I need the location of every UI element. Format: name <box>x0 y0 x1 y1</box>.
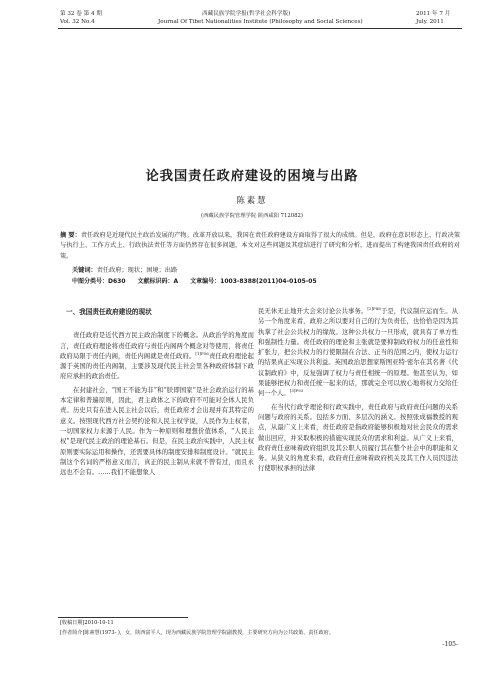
document-code: 文献标识码：A <box>137 278 179 285</box>
journal-en: Journal Of Tibet Nationalities Institute (Philosophy and Social Sciences) <box>158 19 363 25</box>
classification-number: 中图分类号：D630 <box>72 278 126 285</box>
keywords-text: 责任政府；现状；困境；出路 <box>96 267 178 274</box>
citation-1: [1]P56 <box>195 350 209 356</box>
right-paragraph-1: 民无休无止地开大会来讨论公共事务。$^{[2]P88}$于是，代议制应运而生。从另一个角度来看，政府之所以要对自己的行为负责任，也恰恰是因为其执掌了社会公共权力的缘故。这种公共权力一旦形成，就具有了单方性和强制性力量。责任政府的理论和主张就是要抑制政府权力的任意性和扩张力，把公共权力的行使限制在合法、正当的范围之内，使权力运行的结果真正实现公共利益。英国政治思想家斯图亚特·密尔在其名著《代议制政府》中，反复强调了权力与责任相统一的原理。他甚至认为，如果能够把权力和责任统一起来的话，那就完全可以放心地将权力交给任何一个人。$^{[3]P93}$ <box>258 305 458 398</box>
right-column <box>258 307 458 475</box>
date-en: July. 2011 <box>416 19 444 25</box>
article-title: 论我国责任政府建设的困境与出路 <box>145 169 359 184</box>
article-number: 文章编号：1003-8388(2011)04-0105-05 <box>190 278 317 285</box>
author-affiliation: (西藏民族学院管理学院 陕西咸阳 712082) <box>201 213 303 219</box>
keywords-label: 关键词： <box>72 267 97 274</box>
left-column <box>60 307 254 478</box>
footnote-divider <box>58 617 188 618</box>
abstract-label: 摘 要： <box>60 232 81 239</box>
keywords <box>72 265 177 274</box>
section-heading: 一、我国责任政府建设的现状 <box>66 308 152 316</box>
header-divider <box>58 28 462 29</box>
received-date: [收稿日期]2010-10-11 <box>60 620 114 626</box>
author-name: 陈素慧 <box>236 195 268 205</box>
left-paragraph-2: 在封建社会，“国王不能为非”和“朕即国家”是社会政治运行的基本定律和普遍原则，因此，君主政体之下的政府不可能对全体人民负责。历史只有在进入民主社会以后，责任政府才会出现并有其特定的意义。按照现代西方社会契约论和人民主权学说，人民作为主权者，一切国家权力来源于人民。作为一种原则和理想价值体系，“人民主权”是现代民主政治的理论基石。但是，在民主政治实践中，人民主权原则要实际运用和操作，还需要具体的制度安排和制度设计。“就民主制这个名词的严格意义而言，真正的民主制从来就不曾有过，而且永远也不会有。……我们不能想象人 <box>60 386 254 477</box>
abstract <box>60 231 460 262</box>
date-cn: 2011 年 7 月 <box>416 11 451 17</box>
citation-3: [3]P93 <box>289 388 304 394</box>
left-paragraph-1: 责任政府是近代西方民主政治制度下的概念。从政治学的角度而言，责任政府理论将责任政府与责任内阁两个概念对等使用，将责任政府局限于责任内阁，责任内阁就是责任政府。$^{[1]P56}$责任政府理论起源于英国的责任内阁制，主要涉及现代民主社会里各种政府体制下政府应承担的政治责任。 <box>60 332 254 381</box>
abstract-text: 责任政府是近现代民主政治发展的产物。改革开放以来，我国在责任政府建设方面取得了很大的成绩。但是，政府在意识形态上、行政决策与执行上、工作方式上、行政执法责任等方面仍然存在很多问题，本文对这些问题及其症结进行了研究和分析，进而提出了构建我国责任政府的对策。 <box>60 232 461 260</box>
citation-2: [2]P88 <box>367 305 381 311</box>
classification-line <box>72 276 317 285</box>
journal-cn: 西藏民族学院学报(哲学社会科学版) <box>202 11 291 17</box>
right-paragraph-2: 在当代行政学理论和行政实践中，责任政府与政府责任问题的关系问题与政府的关系。包括多方面、多层次的涵义。按照张成福教授的观点，从最广义上来看，责任政府是指政府能够积极地对社会民众的需求做出回应，并采取积极的措施实现民众的需求和利益。从广义上来看，政府责任意味着政府组织及其公职人员履行其在整个社会中的职能和义务。从狭义的角度来看，政府责任意味着政府机关及其工作人员因违法行使职权承担的法律 <box>258 403 458 473</box>
volume-cn: 第 32 卷 第 4 期 <box>60 11 102 17</box>
volume-en: Vol. 32 No.4 <box>60 19 95 25</box>
author-bio: [作者简介]陈素慧(1973- )，女，陕西富平人，现为西藏民族学院管理学院副教授，主要研究方向为公共政策、责任政府。 <box>60 630 334 636</box>
page-number: -105- <box>442 641 458 648</box>
